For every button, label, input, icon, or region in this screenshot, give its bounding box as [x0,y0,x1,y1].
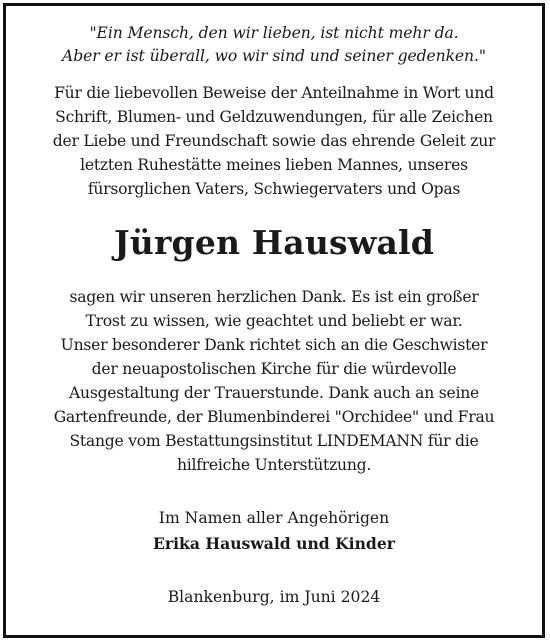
body-line: Trost zu wissen, wie geachtet und beliebt er war. [85,312,463,330]
thanks-intro-paragraph [6,81,542,201]
place-and-date: Blankenburg, im Juni 2024 [167,588,381,606]
body-line: Gartenfreunde, der Blumenbinderei "Orchidee" und Frau [53,408,495,426]
closing-block [6,506,542,556]
notice-border [3,3,545,638]
body-line: hilfreiche Unterstützung. [176,456,372,474]
quote-line: "Ein Mensch, den wir lieben, ist nicht mehr da. [89,24,459,42]
body-line: Unser besonderer Dank richtet sich an die Geschwister [60,336,488,354]
thanks-body-paragraph [6,285,542,477]
memorial-quote [6,22,542,68]
intro-line: letzten Ruhestätte meines lieben Mannes, unseres [80,156,468,174]
intro-line: Schrift, Blumen- und Geldzuwendungen, für alle Zeichen [55,108,493,126]
signers: Erika Hauswald und Kinder [153,534,395,553]
intro-line: Für die liebevollen Beweise der Anteilnahme in Wort und [54,84,494,102]
quote-line: Aber er ist überall, wo wir sind und seiner gedenken." [62,47,486,65]
intro-line: der Liebe und Freundschaft sowie das ehrende Geleit zur [52,132,496,150]
intro-line: fürsorglichen Vaters, Schwiegervaters und Opas [87,180,461,198]
deceased-name: Jürgen Hauswald [113,223,435,262]
body-line: Stange vom Bestattungsinstitut LINDEMANN für die [69,432,479,450]
body-line: sagen wir unseren herzlichen Dank. Es ist ein großer [69,288,479,306]
notice-content [6,6,542,610]
body-line: Ausgestaltung der Trauerstunde. Dank auch an seine [69,384,479,402]
body-line: der neuapostolischen Kirche für die würdevolle [91,360,457,378]
closing-line: Im Namen aller Angehörigen [158,509,390,527]
